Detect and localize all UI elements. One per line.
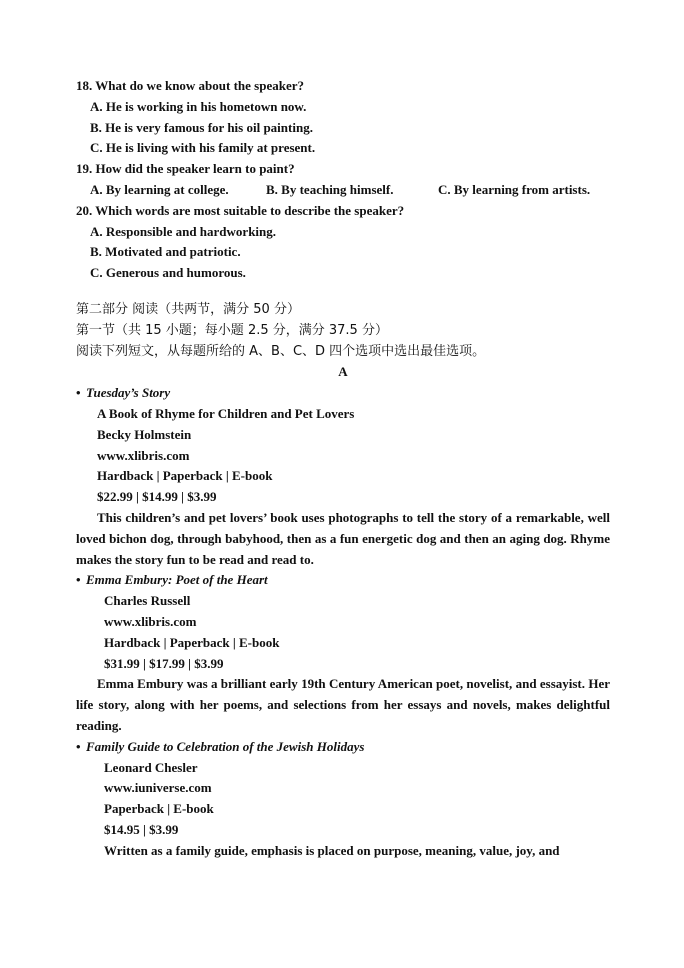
question-20-option-a: A. Responsible and hardworking.: [90, 223, 277, 239]
question-18-option-c: C. He is living with his family at present.: [90, 140, 316, 156]
book-description: Emma Embury was a brilliant early 19th Century American poet, novelist, and essayist. Her life story, along with her poems, and selections from her essays and novels, makes delightful reading.: [76, 676, 610, 733]
book-prices: $22.99 | $14.99 | $3.99: [97, 489, 217, 505]
question-19-stem: 19. How did the speaker learn to paint?: [76, 161, 295, 177]
book-description: This children’s and pet lovers’ book uses photographs to tell the story of a remarkable, well loved bichon dog, through babyhood, then as a fun energetic dog and then an aging dog. Rhyme makes the story fun to be read and read to.: [76, 509, 610, 567]
question-18-option-a: A. He is working in his hometown now.: [90, 98, 307, 114]
book-prices: $14.95 | $3.99: [104, 821, 179, 837]
question-20-option-c: C. Generous and humorous.: [90, 265, 246, 281]
book-title-text: Tuesday’s Story: [86, 385, 171, 401]
book-title: [76, 737, 610, 758]
question-20-option-b: B. Motivated and patriotic.: [90, 244, 241, 260]
question-19-option-b: B. By teaching himself.: [266, 181, 394, 197]
book-formats: Paperback | E-book: [104, 801, 214, 817]
document-page: [76, 76, 610, 861]
question-19-option-c: C. By learning from artists.: [438, 181, 591, 197]
passage-label: A: [338, 364, 348, 380]
question-20-stem: 20. Which words are most suitable to describe the speaker?: [76, 202, 405, 218]
section-spacer: [76, 284, 610, 300]
question-19-option-a: A. By learning at college.: [90, 181, 229, 197]
reading-instruction: 阅读下列短文，从每题所给的 A、B、C、D 四个选项中选出最佳选项。: [76, 343, 486, 359]
book-website: www.iuniverse.com: [104, 780, 212, 796]
book-title: [76, 383, 610, 404]
book-formats: Hardback | Paperback | E-book: [104, 634, 280, 650]
question-19-options: [76, 180, 610, 201]
bullet-icon: •: [76, 385, 81, 401]
book-website: www.xlibris.com: [104, 613, 197, 629]
book-title-text: Emma Embury: Poet of the Heart: [86, 572, 268, 588]
book-title-text: Family Guide to Celebration of the Jewish Holidays: [86, 738, 365, 754]
part-title: 第二部分 阅读（共两节，满分 50 分）: [76, 301, 300, 317]
book-description: Written as a family guide, emphasis is placed on purpose, meaning, value, joy, and: [104, 842, 560, 858]
book-formats: Hardback | Paperback | E-book: [97, 468, 273, 484]
section-subtitle: 第一节（共 15 小题；每小题 2.5 分，满分 37.5 分）: [76, 322, 388, 338]
bullet-icon: •: [76, 738, 81, 754]
book-author: Charles Russell: [104, 593, 191, 609]
book-author: Becky Holmstein: [97, 426, 192, 442]
bullet-icon: •: [76, 572, 81, 588]
book-title: [76, 570, 610, 591]
book-website: www.xlibris.com: [97, 447, 190, 463]
question-18-option-b: B. He is very famous for his oil painting.: [90, 119, 313, 135]
book-prices: $31.99 | $17.99 | $3.99: [104, 655, 224, 671]
book-author: Leonard Chesler: [104, 759, 198, 775]
question-18-stem: 18. What do we know about the speaker?: [76, 78, 305, 93]
book-subtitle: A Book of Rhyme for Children and Pet Lovers: [97, 405, 355, 421]
